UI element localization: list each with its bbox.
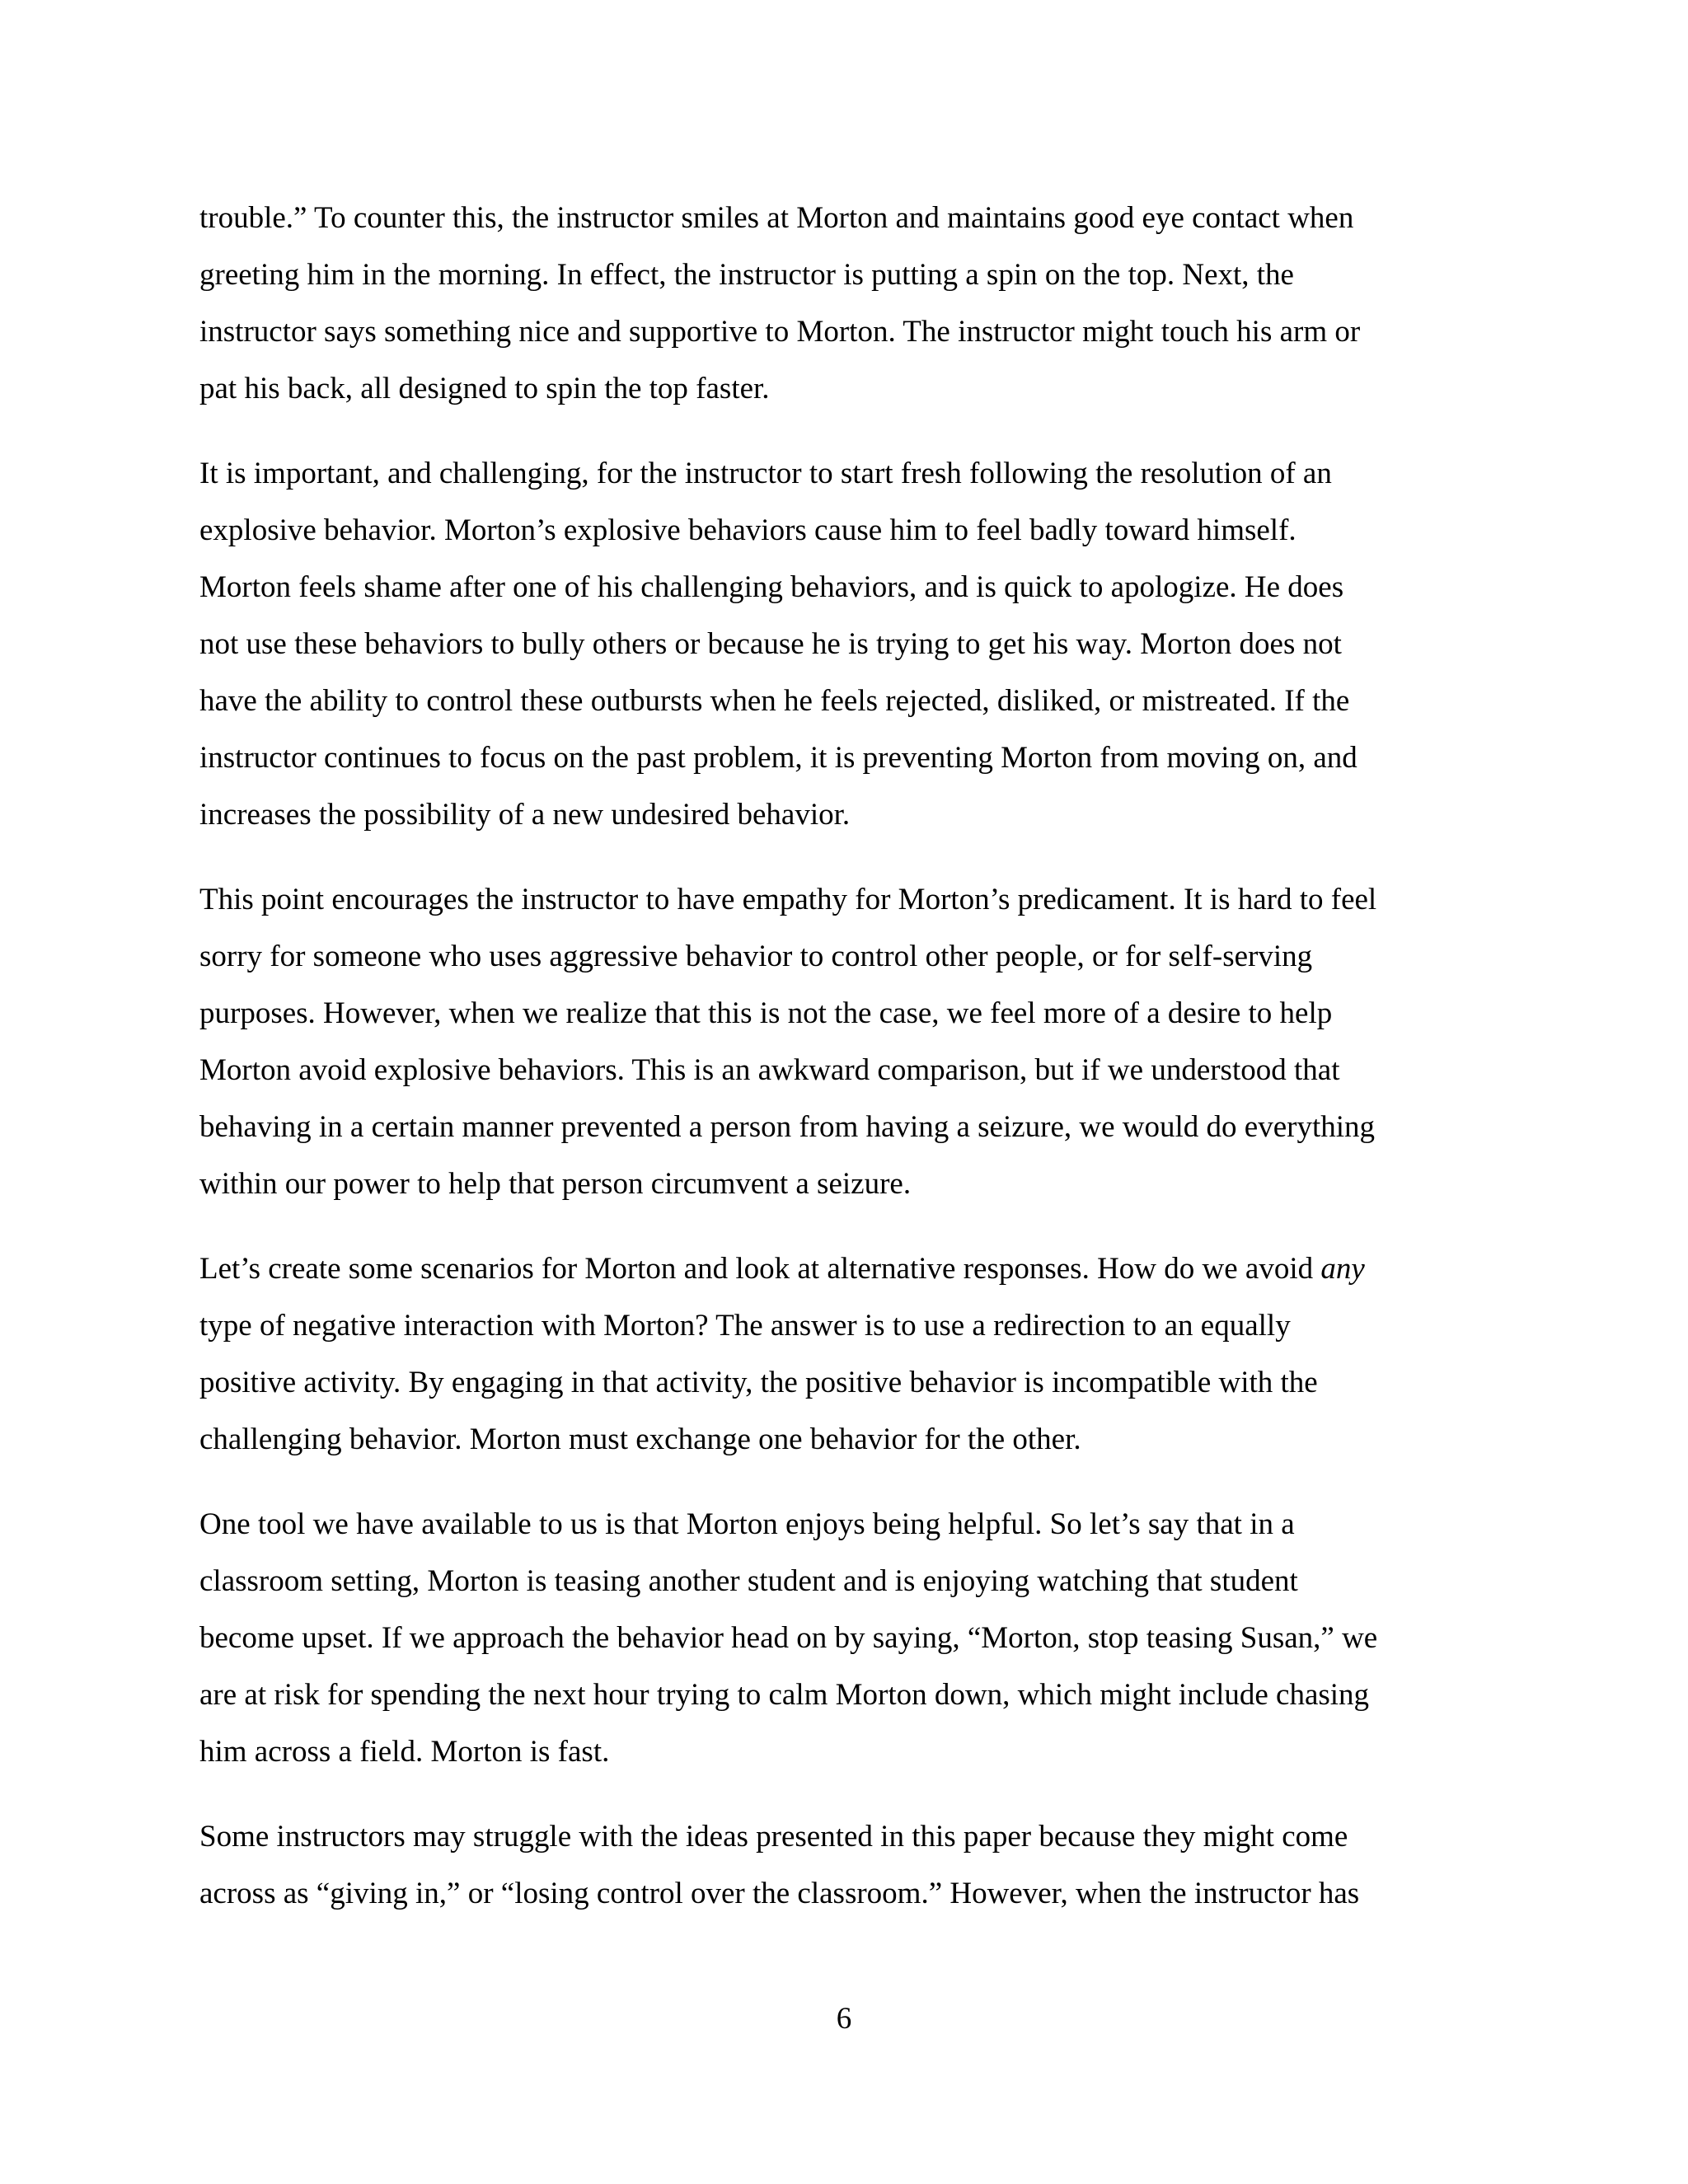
paragraph-1 bbox=[199, 190, 1485, 417]
text-line: positive activity. By engaging in that activity, the positive behavior is incompatible with the bbox=[199, 1366, 1318, 1399]
text-line: trouble.” To counter this, the instructor smiles at Morton and maintains good eye contact when bbox=[199, 201, 1354, 235]
text-line: within our power to help that person circumvent a seizure. bbox=[199, 1167, 912, 1201]
text-line: are at risk for spending the next hour trying to calm Morton down, which might include chasing bbox=[199, 1678, 1370, 1712]
text-line: It is important, and challenging, for the instructor to start fresh following the resolution of an bbox=[199, 457, 1332, 490]
text-line: him across a field. Morton is fast. bbox=[199, 1735, 610, 1769]
text-line: Morton feels shame after one of his challenging behaviors, and is quick to apologize. He does bbox=[199, 570, 1344, 604]
text-line: challenging behavior. Morton must exchange one behavior for the other. bbox=[199, 1422, 1081, 1456]
page-number: 6 bbox=[836, 2002, 852, 2036]
text-line: not use these behaviors to bully others or because he is trying to get his way. Morton does not bbox=[199, 627, 1342, 661]
text-line: explosive behavior. Morton’s explosive behaviors cause him to feel badly toward himself. bbox=[199, 513, 1296, 547]
text-line: greeting him in the morning. In effect, the instructor is putting a spin on the top. Next, the bbox=[199, 258, 1294, 292]
text-line: purposes. However, when we realize that this is not the case, we feel more of a desire to help bbox=[199, 996, 1333, 1030]
paragraph-4 bbox=[199, 1240, 1485, 1468]
text-line: Morton avoid explosive behaviors. This is an awkward comparison, but if we understood that bbox=[199, 1053, 1340, 1087]
text-line: behaving in a certain manner prevented a person from having a seizure, we would do everything bbox=[199, 1110, 1376, 1144]
text-line bbox=[199, 1240, 1485, 1297]
emphasis-text: any bbox=[1320, 1252, 1365, 1286]
text-line: instructor says something nice and supportive to Morton. The instructor might touch his arm or bbox=[199, 315, 1361, 349]
text-line: instructor continues to focus on the past problem, it is preventing Morton from moving on, and bbox=[199, 741, 1357, 775]
paragraph-3 bbox=[199, 871, 1485, 1212]
text-line: This point encourages the instructor to have empathy for Morton’s predicament. It is hard to feel bbox=[199, 883, 1377, 916]
paragraph-5 bbox=[199, 1496, 1485, 1780]
paragraph-2 bbox=[199, 445, 1485, 843]
text-line: Some instructors may struggle with the ideas presented in this paper because they might come bbox=[199, 1820, 1348, 1854]
text-line: across as “giving in,” or “losing control over the classroom.” However, when the instructor has bbox=[199, 1877, 1360, 1910]
text-line: have the ability to control these outbursts when he feels rejected, disliked, or mistreated. If the bbox=[199, 684, 1350, 718]
paragraph-6 bbox=[199, 1808, 1485, 1922]
body-text bbox=[199, 190, 1485, 1950]
text-run: Let’s create some scenarios for Morton and look at alternative responses. How do we avoid bbox=[199, 1252, 1321, 1286]
text-line: One tool we have available to us is that Morton enjoys being helpful. So let’s say that in a bbox=[199, 1507, 1295, 1541]
text-line: type of negative interaction with Morton? The answer is to use a redirection to an equally bbox=[199, 1309, 1291, 1343]
text-line: increases the possibility of a new undesired behavior. bbox=[199, 798, 851, 832]
text-line: sorry for someone who uses aggressive behavior to control other people, or for self-serving bbox=[199, 940, 1313, 973]
text-line: classroom setting, Morton is teasing another student and is enjoying watching that student bbox=[199, 1564, 1298, 1598]
text-line: pat his back, all designed to spin the top faster. bbox=[199, 372, 770, 405]
text-line: become upset. If we approach the behavior head on by saying, “Morton, stop teasing Susan,” we bbox=[199, 1621, 1378, 1655]
